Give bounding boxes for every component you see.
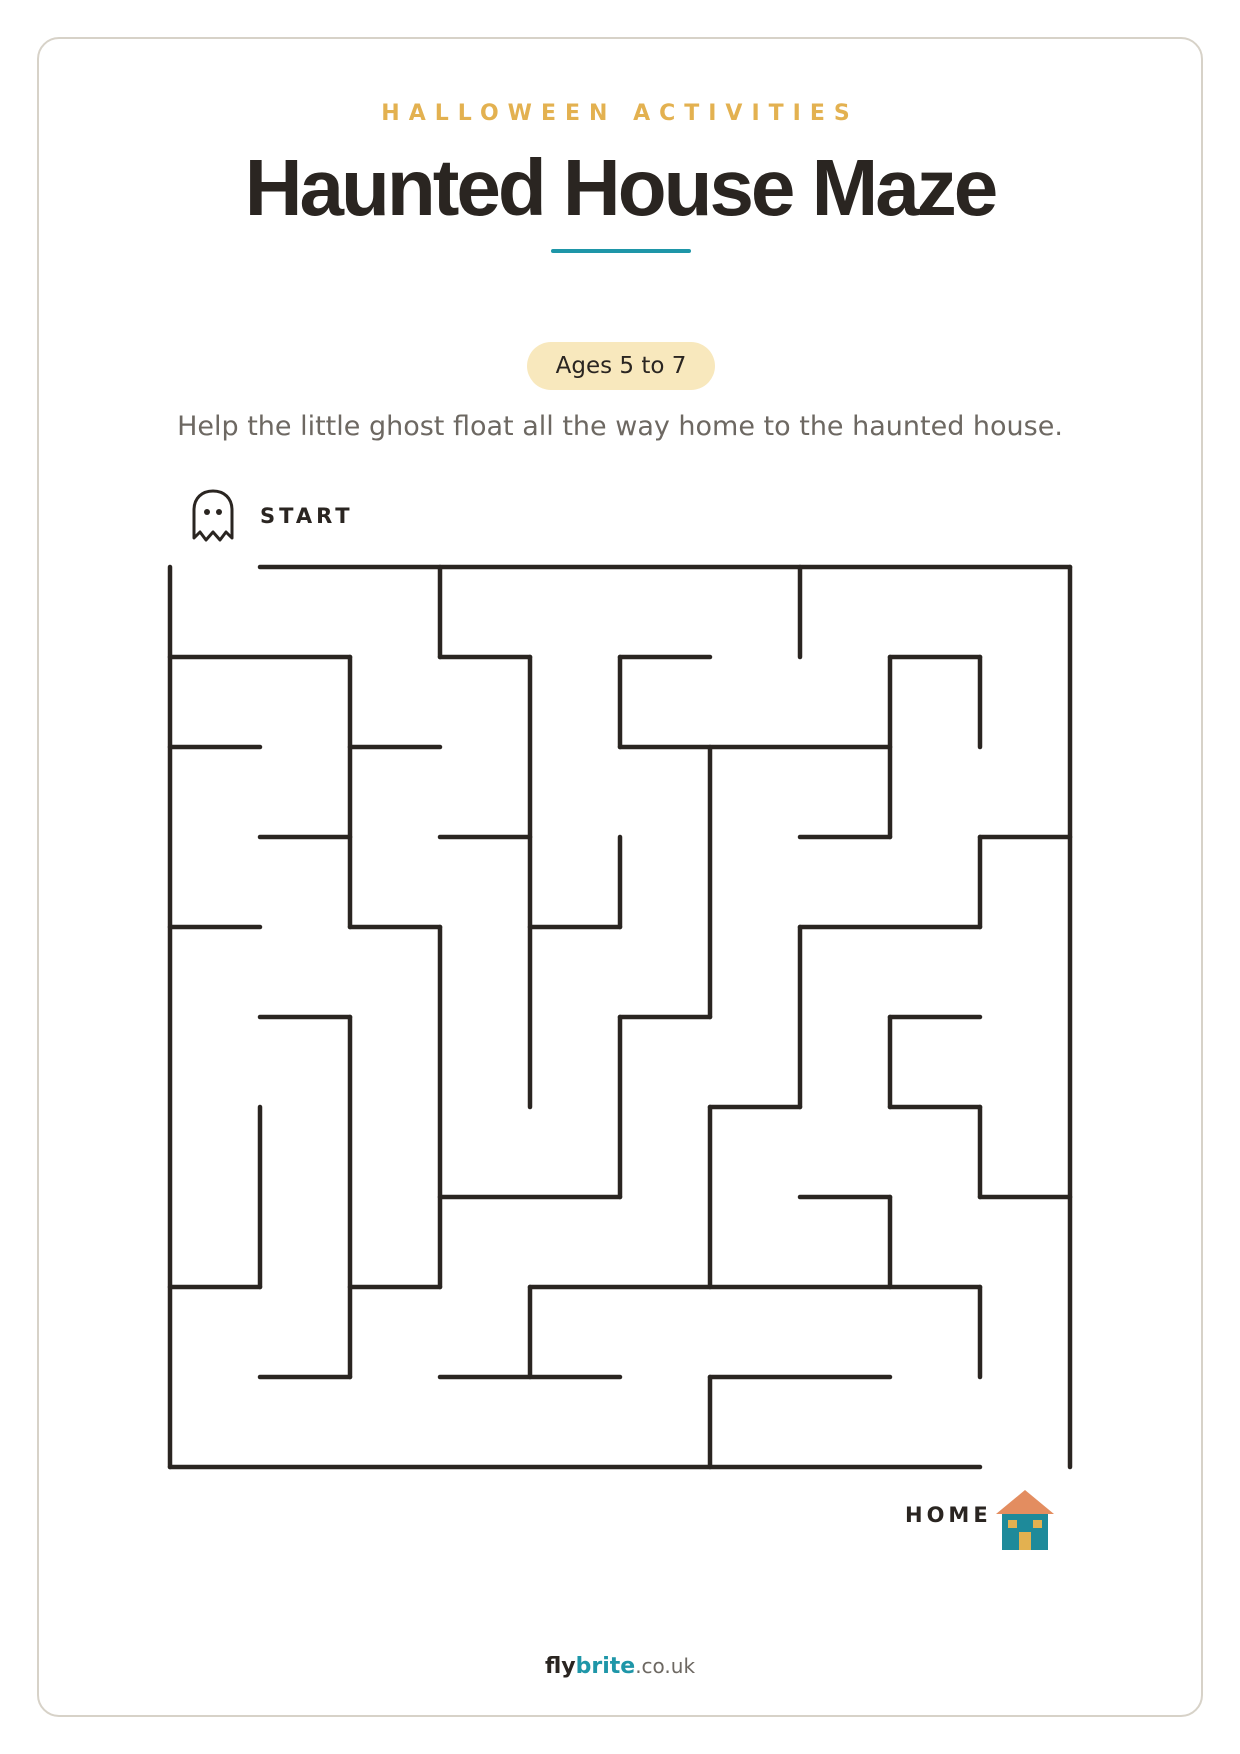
brand-fly: fly xyxy=(544,1654,576,1679)
brand-brite: brite xyxy=(575,1654,636,1679)
instructions-text: Help the little ghost float all the way home to the haunted house. xyxy=(177,411,1063,442)
age-badge: Ages 5 to 7 xyxy=(527,342,715,390)
brand-tld: .co.uk xyxy=(635,1654,696,1678)
footer-brand xyxy=(0,1654,1240,1679)
page-title: Haunted House Maze xyxy=(244,143,996,232)
home-label: HOME xyxy=(905,1503,992,1527)
house-icon xyxy=(994,1488,1056,1552)
home-marker xyxy=(900,1488,1060,1552)
eyebrow-label: HALLOWEEN ACTIVITIES xyxy=(381,101,859,126)
start-label: START xyxy=(260,504,354,528)
